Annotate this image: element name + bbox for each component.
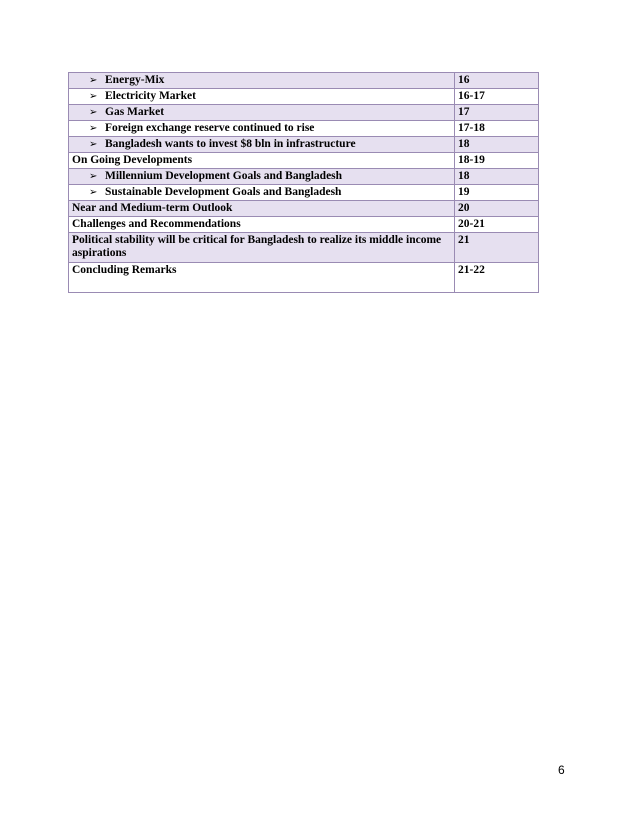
toc-entry-title: Near and Medium-term Outlook [72,202,233,214]
page-number: 6 [558,763,565,777]
toc-entry-title-cell [69,263,455,293]
toc-body [69,73,539,293]
arrow-bullet-icon: ➢ [89,123,98,134]
toc-row [69,89,539,105]
toc-row [69,73,539,89]
toc-entry-pages: 16 [455,73,539,89]
arrow-bullet-icon: ➢ [89,187,98,198]
toc-entry-title: Energy-Mix [105,74,165,86]
toc-entry-pages: 18-19 [455,153,539,169]
toc-entry-title-cell [69,73,455,89]
toc-entry-pages: 17-18 [455,121,539,137]
toc-entry-title-cell [69,185,455,201]
toc-entry-title-cell [69,137,455,153]
arrow-bullet-icon: ➢ [89,91,98,102]
arrow-bullet-icon: ➢ [89,139,98,150]
toc-row [69,217,539,233]
toc-entry-pages: 21 [455,233,539,263]
toc-row [69,201,539,217]
toc-entry-title-cell [69,89,455,105]
toc-entry-pages: 20 [455,201,539,217]
toc-row [69,105,539,121]
arrow-bullet-icon: ➢ [89,107,98,118]
toc-row [69,153,539,169]
toc-entry-pages: 16-17 [455,89,539,105]
toc-entry-pages: 18 [455,169,539,185]
toc-row [69,263,539,293]
toc-entry-title: Sustainable Development Goals and Bangladesh [105,186,342,198]
toc-entry-title: Gas Market [105,106,165,118]
toc-row [69,185,539,201]
toc-entry-title: On Going Developments [72,154,193,166]
toc-row [69,137,539,153]
table-of-contents [68,72,539,293]
arrow-bullet-icon: ➢ [89,75,98,86]
toc-entry-title-cell [69,169,455,185]
toc-entry-title: Electricity Market [105,90,196,102]
toc-entry-title: Millennium Development Goals and Bangladesh [105,170,343,182]
toc-entry-pages: 19 [455,185,539,201]
toc-entry-pages: 21-22 [455,263,539,293]
toc-row [69,169,539,185]
toc-row [69,233,539,263]
arrow-bullet-icon: ➢ [89,171,98,182]
toc-entry-pages: 17 [455,105,539,121]
toc-entry-title: Bangladesh wants to invest $8 bln in infrastructure [105,138,356,150]
toc-entry-pages: 18 [455,137,539,153]
toc-entry-pages: 20-21 [455,217,539,233]
toc-entry-title: Foreign exchange reserve continued to rise [105,122,315,134]
toc-entry-title-cell [69,121,455,137]
toc-entry-title: Concluding Remarks [72,264,177,276]
toc-entry-title: Political stability will be critical for Bangladesh to realize its middle income aspirations [72,234,442,259]
toc-entry-title-cell [69,201,455,217]
toc-entry-title-cell [69,233,455,263]
toc-entry-title-cell [69,217,455,233]
toc-entry-title-cell [69,105,455,121]
toc-row [69,121,539,137]
toc-entry-title: Challenges and Recommendations [72,218,241,230]
toc-entry-title-cell [69,153,455,169]
